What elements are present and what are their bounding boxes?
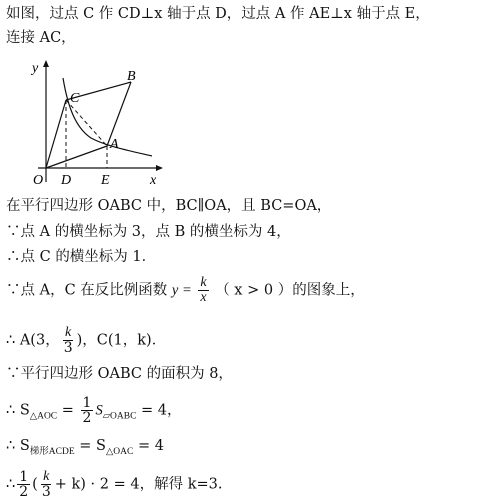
s7-subscript-2: ▱OABC	[102, 411, 137, 422]
fraction-numerator: k	[43, 469, 50, 484]
segment-CA-dashed	[66, 100, 107, 146]
s8-text-post: = 4	[133, 438, 164, 454]
problem-line-1: 如图，过点 C 作 CD⊥x 轴于点 D，过点 A 作 AE⊥x 轴于点 E，	[6, 6, 430, 22]
fraction-denominator: 3	[63, 340, 73, 356]
fraction-numerator: k	[65, 325, 72, 340]
s4-text-pre: ∵点 A，C 在反比例函数	[6, 282, 172, 299]
s5-text-pre: ∴ A(3，	[6, 332, 60, 349]
fraction-one-half	[81, 396, 94, 425]
s8-subscript-1: 梯形ACDE	[29, 447, 75, 457]
s9-text-post: + k) · 2 = 4，解得 k=3.	[54, 476, 223, 493]
label-D: D	[61, 173, 72, 188]
s9-open-paren: (	[32, 476, 38, 493]
label-x: x	[150, 173, 157, 188]
fraction-denominator: x	[200, 290, 207, 305]
solution-line-7	[6, 396, 182, 427]
s7-subscript-1: △AOC	[29, 411, 58, 422]
s8-text-pre: ∴ S	[6, 438, 30, 454]
fraction-k-over-x	[198, 276, 208, 305]
segment-CO	[46, 100, 66, 168]
label-B: B	[127, 69, 136, 84]
s4-text-post: （ x > 0 ）的图象上，	[215, 282, 365, 299]
s4-function-y: y =	[171, 282, 192, 299]
fraction-numerator: k	[200, 275, 207, 290]
solution-line-9	[6, 470, 222, 499]
fraction-k-over-3	[62, 326, 75, 355]
x-axis-arrow	[156, 165, 163, 171]
fraction-numerator: 1	[19, 469, 29, 485]
solution-line-6: ∵平行四边形 OABC 的面积为 8，	[6, 366, 233, 382]
fraction-one-half	[17, 470, 30, 499]
problem-line-2: 连接 AC，	[6, 30, 76, 46]
label-C: C	[70, 91, 80, 106]
solution-line-3: ∴点 C 的横坐标为 1．	[6, 249, 157, 265]
label-y: y	[32, 61, 39, 76]
s9-text-pre: ∴	[6, 476, 16, 493]
s7-text-pre: ∴ S	[6, 402, 30, 419]
s7-text-post: = 4，	[136, 402, 182, 419]
fraction-denominator: 3	[41, 484, 51, 500]
s8-subscript-2: △OAC	[105, 447, 134, 457]
label-O: O	[33, 173, 44, 188]
label-A: A	[110, 137, 119, 152]
solution-line-8	[6, 436, 164, 462]
fraction-numerator: 1	[82, 395, 92, 411]
solution-line-5	[6, 326, 166, 355]
y-axis-arrow	[43, 60, 49, 67]
solution-line-4	[6, 276, 365, 305]
s7-area-symbol: S	[95, 402, 103, 419]
label-E: E	[101, 173, 110, 188]
s8-text-mid: = S	[74, 438, 106, 454]
fraction-denominator: 2	[19, 484, 29, 500]
fraction-k-over-3	[40, 470, 53, 499]
fraction-denominator: 2	[82, 410, 92, 426]
solution-line-2: ∵点 A 的横坐标为 3，点 B 的横坐标为 4，	[6, 224, 291, 240]
s7-equals: =	[57, 402, 79, 419]
solution-line-1: 在平行四边形 OABC 中，BC∥OA，且 BC=OA，	[6, 198, 332, 214]
segment-OA	[46, 146, 107, 168]
s5-text-post: )，C(1，k)．	[76, 332, 167, 349]
coordinate-figure	[16, 58, 166, 190]
